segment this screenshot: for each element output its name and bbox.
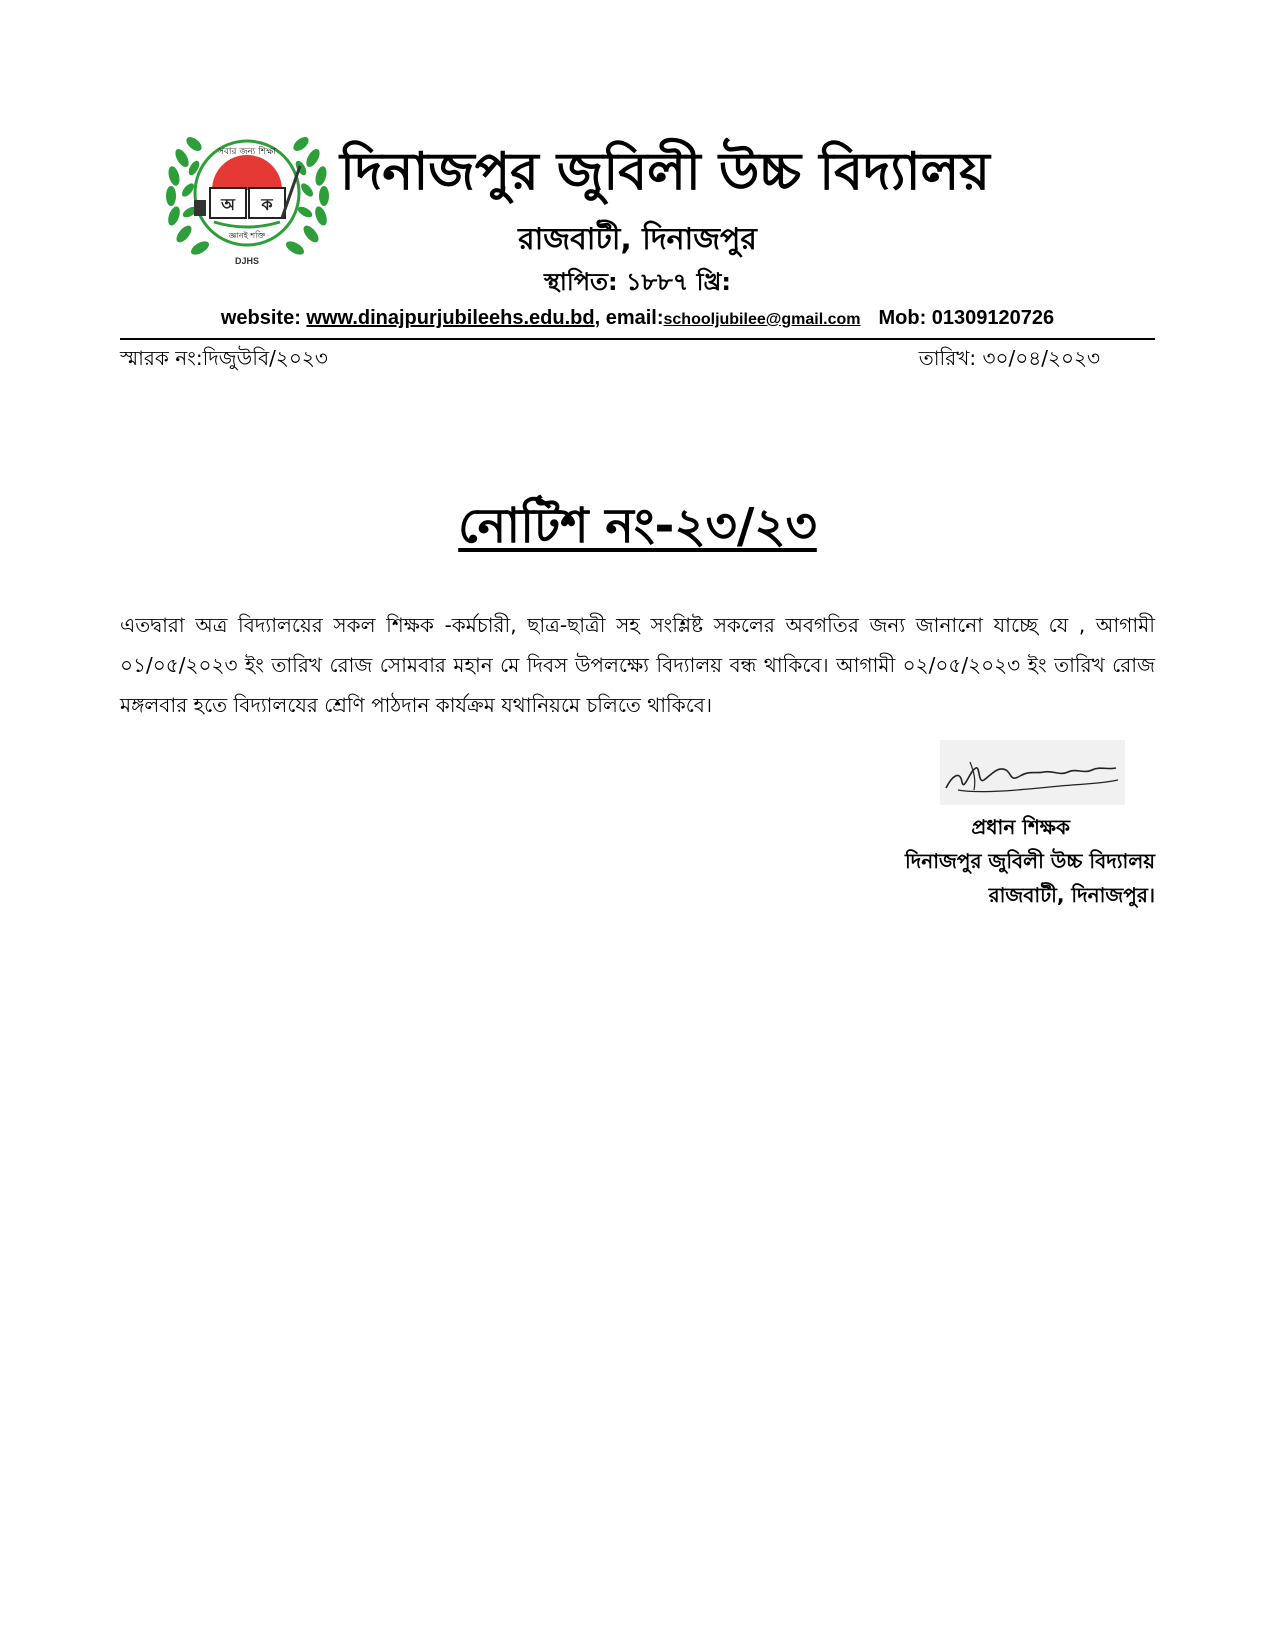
- mobile-label: Mob:: [878, 307, 932, 329]
- logo-motto: জ্ঞানই শক্তি: [228, 231, 266, 240]
- signatory-address: রাজবাটী, দিনাজপুর।: [988, 883, 1155, 907]
- header-divider: [120, 338, 1155, 340]
- logo-right-letter: ক: [261, 195, 273, 214]
- notice-title: [300, 495, 975, 557]
- signatory-organization: দিনাজপুর জুবিলী উচ্চ বিদ্যালয়: [905, 849, 1155, 873]
- established-year: স্থাপিত: ১৮৮৭ খ্রি:: [544, 268, 731, 296]
- school-name: দিনাজপুর জুবিলী উচ্চ বিদ্যালয়: [340, 142, 990, 202]
- school-emblem-icon: [160, 118, 335, 268]
- email-link[interactable]: schooljubilee@gmail.com: [663, 311, 861, 328]
- logo-left-letter: অ: [221, 195, 235, 214]
- memo-reference: স্মারক নং:দিজুউবি/২০২৩: [120, 346, 328, 370]
- signatory-title: প্রধান শিক্ষক: [971, 815, 1070, 839]
- school-location: রাজবাটী, দিনাজপুর: [518, 222, 757, 257]
- school-logo: [160, 118, 335, 268]
- signature-image: [940, 740, 1125, 805]
- website-link[interactable]: www.dinajpurjubileehs.edu.bd: [306, 307, 595, 329]
- notice-title-text: নোটিশ নং-২৩/২৩: [458, 498, 817, 554]
- notice-body: এতদ্বারা অত্র বিদ্যালয়ের সকল শিক্ষক -কর্মচারী, ছাত্র-ছাত্রী সহ সংশ্লিষ্ট সকলের অবগতির জন্য জানানো যাচ্ছে যে , আগামী ০১/০৫/২০২৩ ইং তারিখ রোজ সোমবার মহান মে দিবস উপলক্ষ্যে বিদ্যালয় বন্ধ থাকিবে। আগামী ০২/০৫/২০২৩ ইং তারিখ রোজ মঙ্গলবার হতে বিদ্যালযের শ্রেণি পাঠদান কার্যক্রম যথানিয়মে চলিতে থাকিবে।: [120, 613, 1155, 717]
- logo-abbr: DJHS: [234, 256, 260, 266]
- memo-date: তারিখ: ৩০/০৪/২০২৩: [918, 346, 1100, 370]
- signature-block: [780, 810, 1155, 912]
- contact-line: [120, 304, 1155, 334]
- logo-top-text: সবার জন্য শিক্ষা: [217, 147, 277, 157]
- mobile-number: 01309120726: [931, 307, 1055, 329]
- email-label: , email:: [594, 307, 664, 329]
- signature-icon: [940, 740, 1125, 805]
- website-label: website:: [220, 307, 307, 329]
